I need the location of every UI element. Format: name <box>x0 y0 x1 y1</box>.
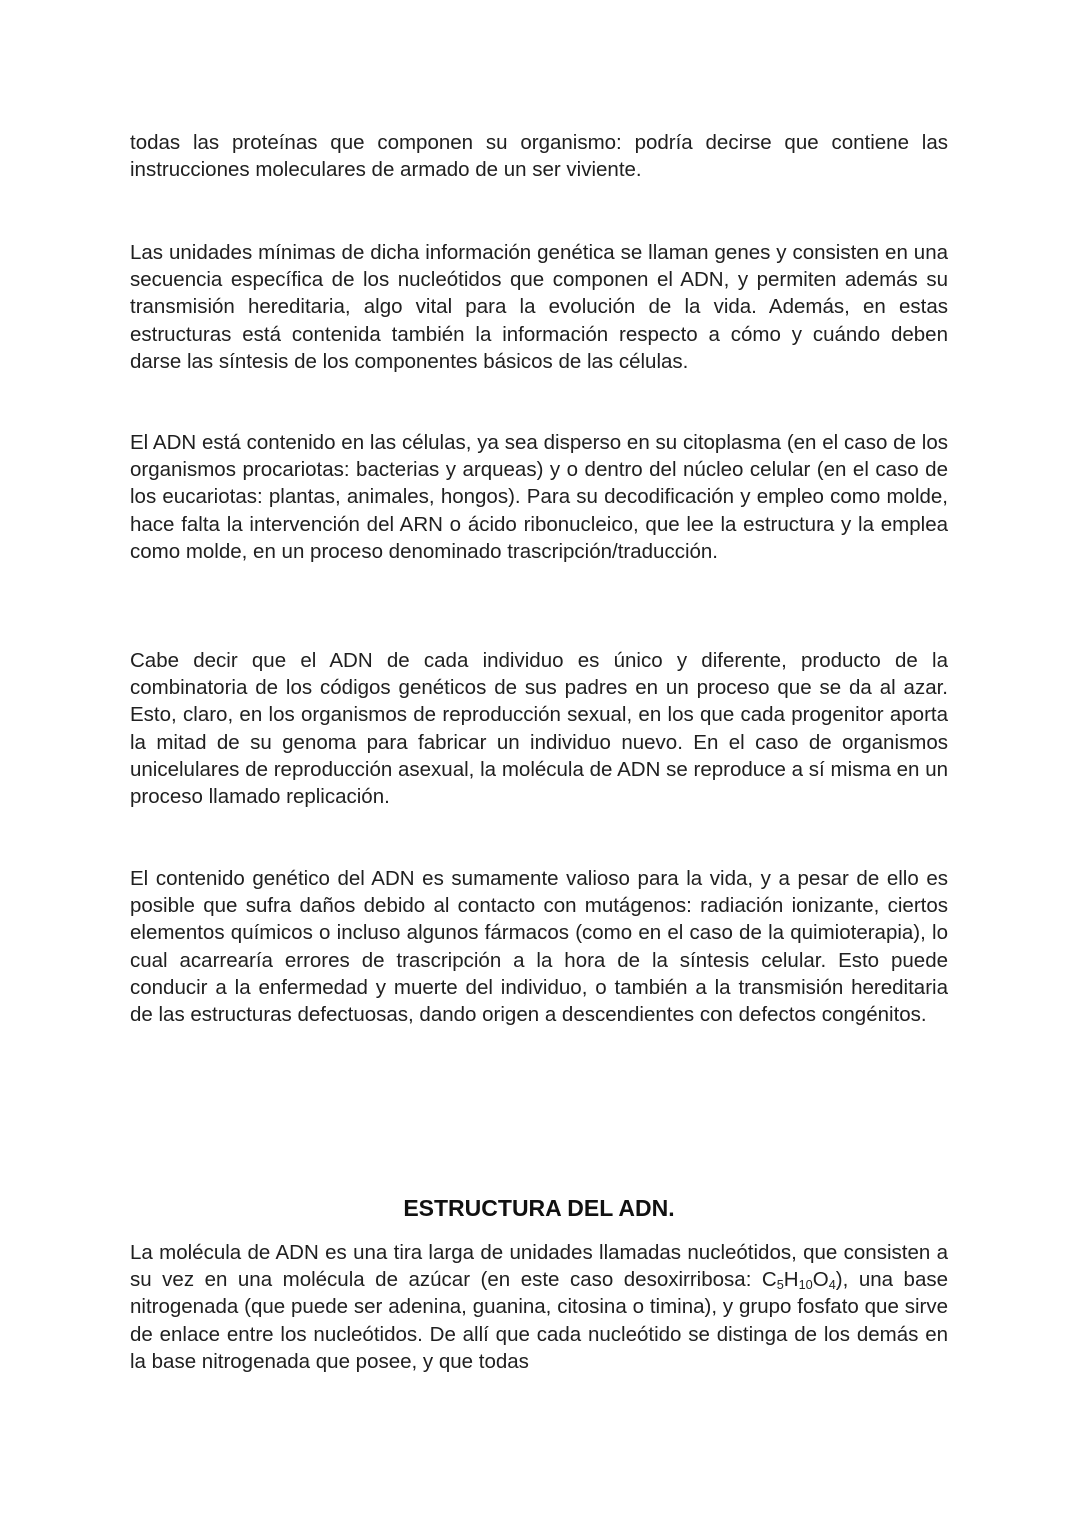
paragraph-genes: Las unidades mínimas de dicha información genética se llaman genes y consisten en una secuencia específica de los nucleótidos que componen el ADN, y permiten además su transmisión hereditaria, algo vital para la evolución de la vida. Además, en estas estructuras está contenida también la información respecto a cómo y cuándo deben darse las síntesis de los componentes básicos de las células. <box>130 241 948 373</box>
structure-text-end: ), una base nitrogenada (que puede ser adenina, guanina, citosina o timina), y grupo fosfato que sirve de enlace entre los nucleótidos. De allí que cada nucleótido se distinga de los demás en la base nitrogenada que posee, y que todas <box>130 1268 948 1373</box>
section-heading: ESTRUCTURA DEL ADN. <box>403 1195 675 1221</box>
paragraph-adn-damage: El contenido genético del ADN es sumamente valioso para la vida, y a pesar de ello es posible que sufra daños debido al contacto con mutágenos: radiación ionizante, ciertos elementos químicos o incluso algunos fármacos (como en el caso de la quimioterapia), lo cual acarrearía errores de trascripción a la hora de la síntesis celular. Esto puede conducir a la enfermedad y muerte del individuo, o también a la transmisión hereditaria de las estructuras defectuosas, dando origen a descendientes con defectos congénitos. <box>130 867 948 1027</box>
paragraph-adn-unique: Cabe decir que el ADN de cada individuo es único y diferente, producto de la combinatoria de los códigos genéticos de sus padres en un proceso que se da al azar. Esto, claro, en los organismos de reproducción sexual, en los que cada progenitor aporta la mitad de su genoma para fabricar un individuo nuevo. En el caso de organismos unicelulares de reproducción asexual, la molécula de ADN se reproduce a sí misma en un proceso llamado replicación. <box>130 649 948 809</box>
paragraph-adn-structure <box>130 1239 948 1375</box>
paragraph-adn-location: El ADN está contenido en las células, ya sea disperso en su citoplasma (en el caso de los organismos procariotas: bacterias y arqueas) y o dentro del núcleo celular (en el caso de los eucariotas: plantas, animales, hongos). Para su decodificación y empleo como molde, hace falta la intervención del ARN o ácido ribonucleico, que lee la estructura y la emplea como molde, en un proceso denominado trascripción/traducción. <box>130 431 948 563</box>
structure-text-start: La molécula de ADN es una tira larga de unidades llamadas nucleótidos, que consisten a su vez en una molécula de azúcar (en este caso desoxirribosa: <box>130 1241 948 1292</box>
paragraph-proteins: todas las proteínas que componen su organismo: podría decirse que contiene las instrucciones moleculares de armado de un ser viviente. <box>130 131 948 182</box>
desoxirribosa-formula: $C_5H_{10}O_4$ <box>761 1268 836 1293</box>
